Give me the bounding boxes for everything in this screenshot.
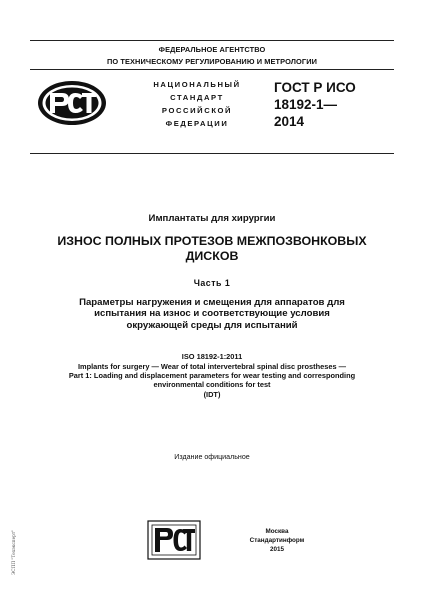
iso-reference: ISO 18192-1:2011 — [181, 352, 243, 361]
standartinform-logo-icon — [147, 520, 201, 560]
english-title-line-2: Part 1: Loading and displacement parameters for wear testing and corresponding — [68, 371, 356, 381]
standard-line-3: РОССИЙСКОЙ — [161, 106, 233, 115]
part-number: Часть 1 — [193, 278, 231, 288]
part-title-line-2: испытания на износ и соответствующие условия — [94, 308, 330, 320]
gost-number-line-3: 2014 — [274, 114, 305, 129]
top-rule — [30, 40, 394, 41]
header-bottom-rule — [30, 153, 394, 154]
side-watermark-text: ЭСПП "Техэксперт" — [12, 529, 17, 575]
header-divider-rule — [30, 69, 394, 70]
english-title-line-4: (IDT) — [203, 389, 221, 399]
part-title-line-3: окружающей среды для испытаний — [126, 319, 298, 331]
gost-number-line-1: ГОСТ Р ИСО — [274, 80, 356, 95]
standard-line-2: СТАНДАРТ — [170, 93, 224, 102]
english-title — [20, 362, 404, 399]
part-title — [20, 297, 404, 331]
english-title-line-3: environmental conditions for test — [153, 380, 271, 390]
standard-line-1: НАЦИОНАЛЬНЫЙ — [153, 80, 241, 89]
part-title-line-1: Параметры нагружения и смещения для аппаратов для — [79, 297, 345, 308]
rst-logo-icon — [36, 79, 108, 127]
english-title-line-1: Implants for surgery — Wear of total intervertebral spinal disc prostheses — — [77, 362, 347, 371]
agency-name-line1: ФЕДЕРАЛЬНОЕ АГЕНТСТВО — [158, 45, 266, 54]
document-title — [20, 234, 404, 264]
document-title-line-2: ДИСКОВ — [185, 249, 239, 263]
agency-name-line2: ПО ТЕХНИЧЕСКОМУ РЕГУЛИРОВАНИЮ И МЕТРОЛОГИИ — [106, 57, 318, 66]
gost-number-line-2: 18192-1— — [274, 97, 338, 112]
document-title-line-1: ИЗНОС ПОЛНЫХ ПРОТЕЗОВ МЕЖПОЗВОНКОВЫХ — [57, 234, 367, 248]
standard-line-4: ФЕДЕРАЦИИ — [165, 119, 229, 128]
publisher-city: Москва — [265, 528, 289, 535]
publisher-name: Стандартинформ — [249, 537, 305, 544]
edition-note: Издание официальное — [174, 453, 250, 461]
subject-heading: Имплантаты для хирургии — [148, 213, 276, 224]
publication-year: 2015 — [269, 546, 284, 553]
